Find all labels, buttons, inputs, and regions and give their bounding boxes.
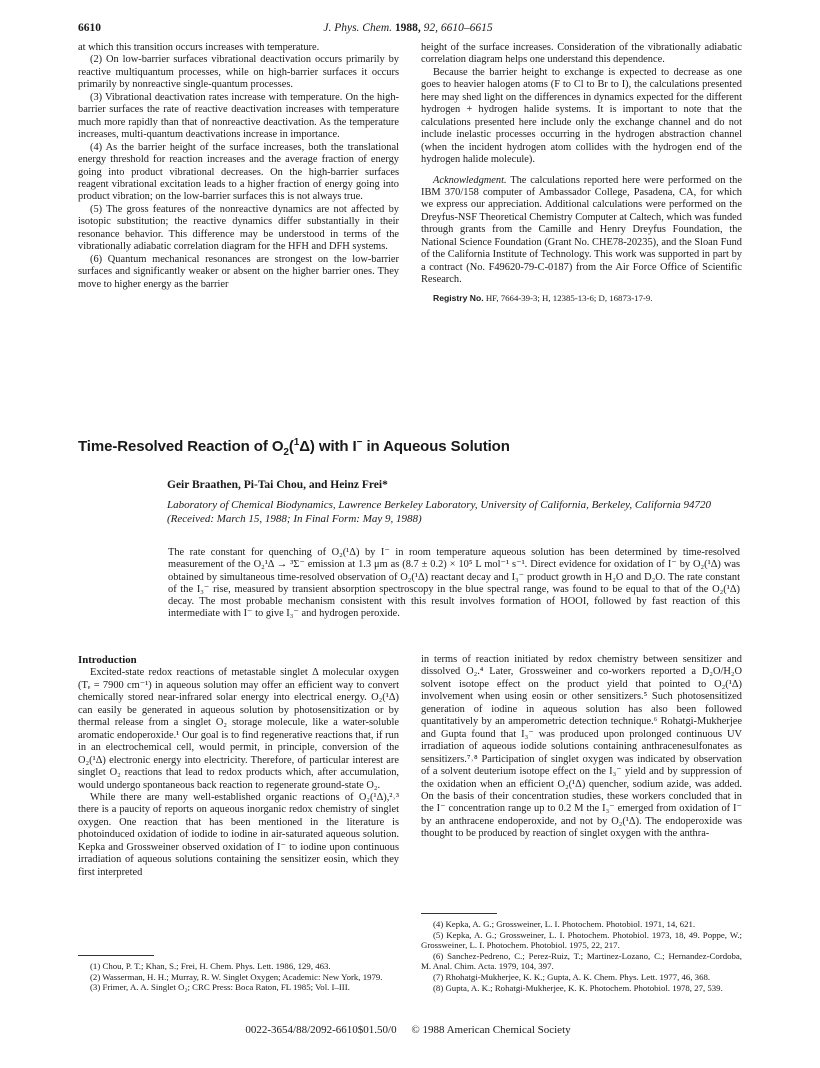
- footnote-divider: [421, 913, 497, 914]
- page-footer: [78, 1024, 738, 1036]
- acknowledgment: [421, 175, 742, 287]
- introduction-column-left: [78, 654, 399, 879]
- reference-item: (8) Gupta, A. K.; Rohatgi-Mukherjee, K. K. Photochem. Photobiol. 1978, 27, 539.: [433, 982, 723, 993]
- reference-item: (4) Kepka, A. G.; Grossweiner, L. I. Photochem. Photobiol. 1971, 14, 621.: [433, 919, 696, 929]
- journal-citation: [78, 22, 738, 34]
- article-abstract: The rate constant for quenching of O₂(¹Δ) by I⁻ in room temperature aqueous solution has been determined by time-resolved measurement of the O₂¹Δ → ³Σ⁻ emission at 1.3 μm as (8.7 ± 0.2) × 10⁵ L mol⁻¹ s⁻¹. Direct evidence for oxidation of I⁻ by O₂(¹Δ) was obtained by simultaneous time-resolved observation of O₂(¹Δ) reactant decay and I₃⁻ product growth in H₂O and D₂O. The rate constant of the I₃⁻ rise, measured by transient absorption spectroscopy in the blue spectral range, was found to be equal to that of the O₂(¹Δ) decay. The most probable mechanism consistent with this result involves formation of HOOI, followed by fast reaction of this intermediate with I⁻ to give I₃⁻ and hydrogen peroxide.: [168, 547, 740, 620]
- article-title: Time-Resolved Reaction of $O_2(^1\Delta)$ with I− in Aqueous Solution: [78, 437, 510, 458]
- paragraph: (6) Quantum mechanical resonances are strongest on the low-barrier surfaces and significantly weaker or absent on the higher barrier ones. They move to higher energy as the barrier: [78, 253, 399, 290]
- paragraph: While there are many well-established organic reactions of O₂(¹Δ),²˒³ there is a paucity of reports on aqueous inorganic redox chemistry of singlet oxygen. One reaction that has been mentioned in the literature is photoinduced oxidation of iodide to iodine in air-saturated aqueous solution. Kepka and Grossweiner observed oxidation of I⁻ to iodine upon continuous irradiation of aqueous solutions containing the sensitizer eosin, which they first interpreted: [78, 791, 399, 878]
- journal-name: J. Phys. Chem.: [323, 22, 393, 34]
- footnote-divider: [78, 955, 154, 956]
- paragraph: (3) Vibrational deactivation rates increase with temperature. On the high-barrier surfaces the rate of reactive deactivation increases with temperature much more rapidly than that of nonreactive deactivation. As the temperature increases, multi-quantum deactivations increase in importance.: [78, 91, 399, 141]
- registry-label: Registry No.: [433, 292, 484, 303]
- reference-item: (3) Frimer, A. A. Singlet O₂; CRC Press: Boca Raton, FL 1985; Vol. I–III.: [90, 982, 350, 993]
- paragraph: height of the surface increases. Consideration of the vibrationally adiabatic correlation diagram helps one understand this dependence.: [421, 42, 742, 66]
- journal-code: 0022-3654/88/2092-6610$01.50/0: [245, 1024, 397, 1036]
- reference-item: (2) Wasserman, H. H.; Murray, R. W. Singlet Oxygen; Academic: New York, 1979.: [90, 971, 383, 982]
- page-number: 6610: [78, 22, 101, 34]
- section-heading-introduction: Introduction: [78, 654, 137, 666]
- paragraph: in terms of reaction initiated by redox chemistry between sensitizer and dissolved O₂.⁴ Later, Grossweiner and co-workers reported a D₂O/H₂O solvent isotope effect on the product yield that pointed to O₂(¹Δ) involvement when using eosin or other sensitizers.⁵ Such photosensitized generation of iodine in aqueous solution has also been followed quantitatively by an amperometric detection technique.⁶ Rohatgi-Mukherjee and Gupta found that I₃⁻ was produced upon prolonged continuous UV irradiation of aqueous iodide solutions containing anthracenesulfonates as sensitizers.⁷˒⁸ Participation of singlet oxygen was indicated by observation of a solvent deuterium isotope effect on the I₃⁻ yield and by suppression of the oxidation when an efficient O₂(¹Δ) quencher, sodium azide, was added. On the basis of their concentration studies, these workers concluded that in the I⁻ concentration range up to 0.2 M the I₃⁻ emerged from oxidation of I⁻ by an anthracene endoperoxide, and not by O₂(¹Δ). The endoperoxide was thought to be produced by reaction of singlet oxygen with the anthra-: [421, 654, 742, 840]
- copyright-notice: © 1988 American Chemical Society: [411, 1024, 571, 1036]
- introduction-column-right: [421, 654, 742, 841]
- paragraph: (5) The gross features of the nonreactive dynamics are not affected by isotopic substitution; the reactive dynamics differ substantially in their resonance behavior. This difference may be understood in terms of the vibrationally adiabatic correlation diagram for the HFH and DFH systems.: [78, 203, 399, 253]
- registry-numbers: [421, 293, 742, 304]
- journal-year: 1988,: [394, 22, 421, 34]
- references-right: [421, 919, 742, 993]
- acknowledgment-label: Acknowledgment.: [433, 174, 507, 186]
- journal-volume-pages: 92, 6610–6615: [423, 22, 493, 34]
- paragraph: (2) On low-barrier surfaces vibrational deactivation occurs primarily by reactive multiquantum processes, while on high-barrier surfaces it occurs primarily by nonreactive single-quantum processes.: [78, 54, 399, 91]
- paragraph: Because the barrier height to exchange is expected to decrease as one goes to heavier halogen atoms (F to Cl to Br to I), the calculations presented here may shed light on the differences in dynamics expected for the different hydrogen + hydrogen halide systems. It is important to note that the calculations presented here include only the exchange channel and do not include inelastic processes occurring in the hydrogen abstraction channel (when the incident hydrogen atom collides with the hydrogen end of the hydrogen halide molecule).: [421, 66, 742, 166]
- acknowledgment-text: The calculations reported here were performed on the IBM 370/158 computer of Ambassador College, Pasadena, CA, for which we express our appreciation. Additional calculations were performed on the Dreyfus-NSF Theoretical Chemistry Computer at Caltech, which was funded through grants from the Camille and Henry Dreyfus Foundation, the National Science Foundation (Grant No. CHE78-20235), and the Sloan Fund of the California Institute of Technology. This work was supported in part by a contract (No. F49620-79-C-0187) from the Air Force Office of Scientific Research.: [421, 174, 742, 286]
- article-authors: Geir Braathen, Pi-Tai Chou, and Heinz Frei*: [167, 479, 388, 491]
- reference-item: (6) Sanchez-Pedreno, C.; Perez-Ruiz, T.; Martinez-Lozano, C.; Hernandez-Cordoba, M. Anal. Chim. Acta. 1979, 104, 397.: [421, 950, 742, 972]
- references-left: [78, 961, 399, 993]
- reference-item: (5) Kepka, A. G.; Grossweiner, L. I. Photochem. Photobiol. 1973, 18, 49. Poppe, W.; Grossweiner, L. I. Photochem. Photobiol. 1975, 22, 217.: [421, 929, 742, 951]
- paragraph: Excited-state redox reactions of metastable singlet Δ molecular oxygen (Tₑ = 7900 cm⁻¹) in aqueous solution may offer an efficient way to convert chemically stored near-infrared solar energy into electrical energy. O₂(¹Δ) can easily be generated in aqueous solution by photosensitization or by thermal release from a singlet O₂ storage molecule, like a water-soluble aromatic endoperoxide.¹ Our goal is to find regenerative reactions that, if run in an electrochemical cell, would permit, in principle, conversion of the O₂(¹Δ) electronic energy into electricity. Therefore, of particular interest are singlet O₂ reactions that lead to redox products which, after accumulation, would undergo spontaneous back reaction to regenerate ground-state O₂.: [78, 667, 399, 791]
- running-header: [78, 22, 738, 38]
- article-affiliation: Laboratory of Chemical Biodynamics, Lawrence Berkeley Laboratory, University of California, Berkeley, California 94720 (Received: March 15, 1988; In Final Form: May 9, 1988): [167, 499, 712, 525]
- reference-item: (7) Rhohatgi-Mukherjee, K. K.; Gupta, A. K. Chem. Phys. Lett. 1977, 46, 368.: [433, 971, 711, 982]
- reference-item: (1) Chou, P. T.; Khan, S.; Frei, H. Chem. Phys. Lett. 1986, 129, 463.: [90, 961, 331, 971]
- previous-article-column-right: [421, 42, 742, 304]
- registry-text: HF, 7664-39-3; H, 12385-13-6; D, 16873-17-9.: [483, 292, 653, 303]
- paragraph: at which this transition occurs increases with temperature.: [78, 42, 320, 53]
- paragraph: (4) As the barrier height of the surface increases, both the translational energy threshold for reaction increases and the average fraction of energy going into product vibrational decreases. On the high-barrier surfaces reagent vibrational excitation leads to a higher fraction of energy going into product vibration; on the low-barrier surfaces this is not always true.: [78, 141, 399, 203]
- previous-article-column-left: [78, 42, 399, 291]
